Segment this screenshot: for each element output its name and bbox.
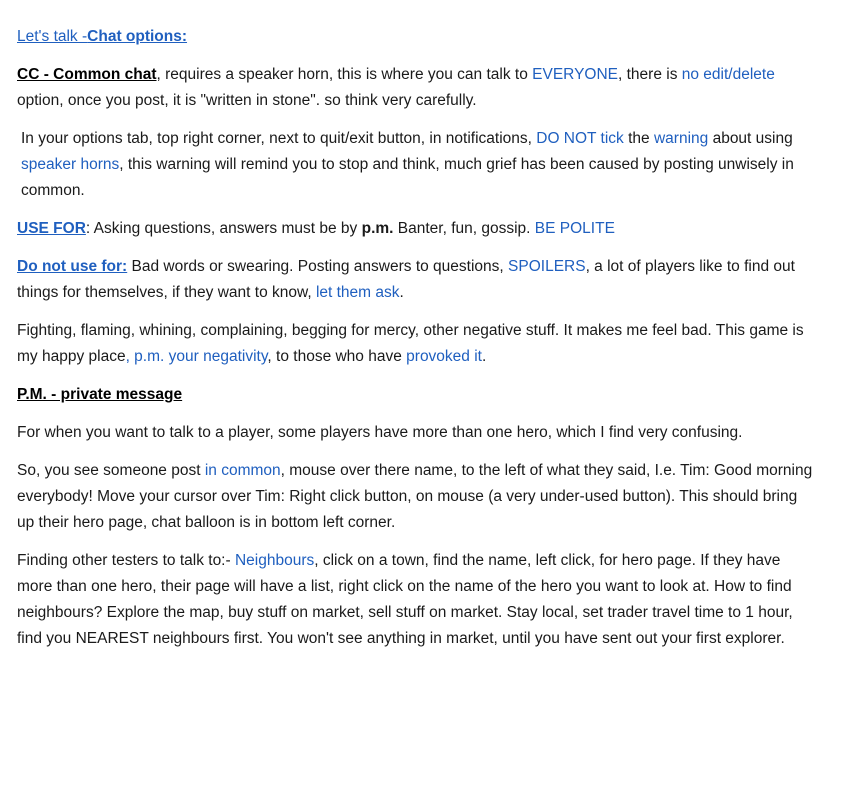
dnu-text-1: Bad words or swearing. Posting answers to questions, bbox=[127, 258, 509, 275]
common-chat-paragraph bbox=[17, 62, 817, 114]
finding-text-1: Finding other testers to talk to:- bbox=[17, 552, 235, 569]
cc-everyone: EVERYONE bbox=[532, 66, 618, 83]
cc-text-3: option, once you post, it is "written in stone". so think very carefully. bbox=[17, 92, 477, 109]
finding-neighbours: Neighbours bbox=[234, 552, 315, 569]
opt-text-1: In your options tab, top right corner, next to quit/exit button, in notifications, bbox=[21, 130, 537, 147]
use-for-polite: BE POLITE bbox=[534, 220, 615, 237]
do-not-use-heading: Do not use for: bbox=[17, 258, 128, 275]
do-not-use-paragraph bbox=[17, 254, 817, 306]
cc-text-2: , there is bbox=[618, 66, 682, 83]
fight-pm-negativity: , p.m. your negativity bbox=[125, 348, 268, 365]
fight-text-3: . bbox=[481, 348, 487, 365]
fight-text-1: Fighting, flaming, whining, complaining, begging for mercy, other negative stuff. It makes me feel bad. This game is my happy place bbox=[17, 322, 804, 365]
opt-do-not-tick: DO NOT tick bbox=[536, 130, 624, 147]
dnu-text-2: , a lot of players like to find out things for themselves, if they want to know, bbox=[17, 258, 795, 301]
pm-howto-paragraph bbox=[17, 458, 817, 536]
use-for-heading: USE FOR bbox=[17, 220, 86, 237]
fight-text-2: , to those who have bbox=[267, 348, 407, 365]
dnu-text-3: . bbox=[399, 284, 404, 301]
use-for-text-1: : Asking questions, answers must be by bbox=[85, 220, 362, 237]
opt-warning: warning bbox=[653, 130, 709, 147]
pm-intro-text: For when you want to talk to a player, some players have more than one hero, which I find very confusing. bbox=[17, 424, 743, 441]
pm-intro-paragraph bbox=[17, 420, 817, 446]
fight-provoked: provoked it bbox=[406, 348, 482, 365]
dnu-spoilers: SPOILERS bbox=[508, 258, 586, 275]
use-for-text-2: Banter, fun, gossip. bbox=[393, 220, 535, 237]
document-body bbox=[17, 24, 817, 664]
common-chat-heading: CC - Common chat bbox=[17, 66, 157, 83]
howto-text-1: So, you see someone post bbox=[17, 462, 205, 479]
cc-text-1: , requires a speaker horn, this is where you can talk to bbox=[156, 66, 533, 83]
opt-speaker-horns: speaker horns bbox=[21, 156, 120, 173]
opt-text-4: , this warning will remind you to stop and think, much grief has been caused by posting unwisely in common. bbox=[21, 156, 794, 199]
howto-text-2: , mouse over there name, to the left of what they said, I.e. Tim: Good morning everybody! Move your cursor over Tim: Right click button, on mouse (a very under-used button). This should bring up their hero page, chat balloon is in bottom left corner. bbox=[17, 462, 813, 531]
title-prefix: Let's talk - bbox=[17, 28, 88, 45]
pm-heading-paragraph bbox=[17, 382, 817, 408]
options-tab-paragraph bbox=[17, 126, 817, 204]
pm-heading: P.M. - private message bbox=[17, 386, 183, 403]
opt-text-3: about using bbox=[708, 130, 793, 147]
cc-no-edit: no edit/delete bbox=[681, 66, 775, 83]
finding-text-2: , click on a town, find the name, left click, for hero page. If they have more than one hero, their page will have a list, right click on the name of the hero you want to look at. How to find neighbours? Explore the map, buy stuff on market, sell stuff on market. Stay local, set trader travel time to 1 hour, find you NEAREST neighbours first. You won't see anything in market, until you have sent out your first explorer. bbox=[17, 552, 793, 647]
finding-paragraph bbox=[17, 548, 817, 652]
use-for-paragraph bbox=[17, 216, 817, 242]
howto-in-common: in common bbox=[204, 462, 281, 479]
dnu-let-them-ask: let them ask bbox=[315, 284, 400, 301]
page-title bbox=[17, 24, 817, 50]
title-bold: Chat options: bbox=[87, 28, 188, 45]
use-for-pm: p.m. bbox=[361, 220, 394, 237]
fighting-paragraph bbox=[17, 318, 817, 370]
opt-text-2: the bbox=[623, 130, 654, 147]
